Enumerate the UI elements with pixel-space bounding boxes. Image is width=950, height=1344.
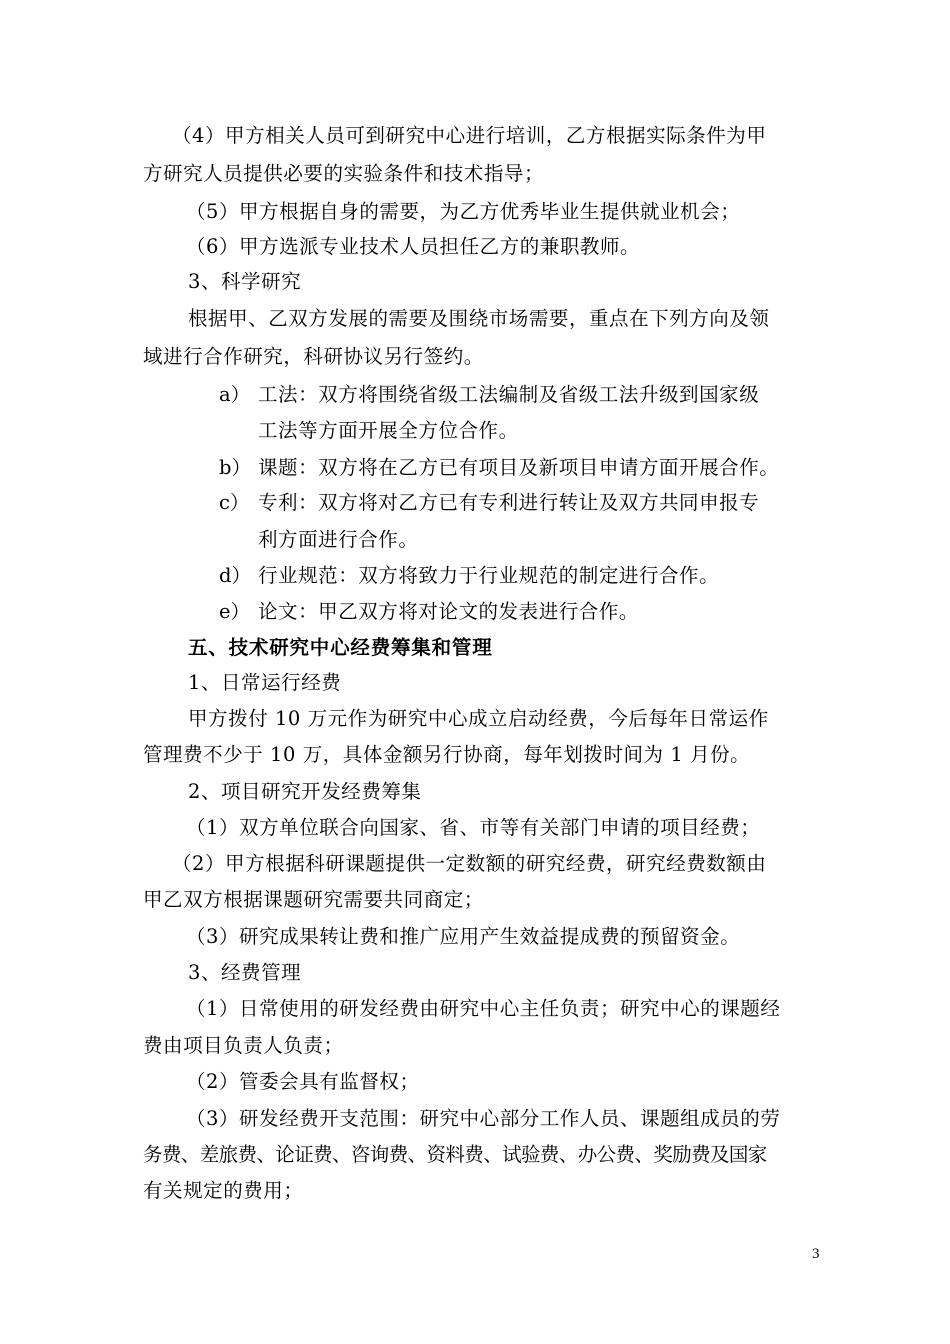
list-item-text: 利方面进行合作。 bbox=[258, 528, 419, 551]
paragraph-line: （6）甲方选派专业技术人员担任乙方的兼职教师。 bbox=[186, 235, 641, 258]
paragraph-line: （5）甲方根据自身的需要，为乙方优秀毕业生提供就业机会； bbox=[186, 200, 741, 223]
list-item-text: 论文：甲乙双方将对论文的发表进行合作。 bbox=[258, 600, 639, 623]
list-item-text: 工法等方面开展全方位合作。 bbox=[258, 419, 519, 442]
paragraph-line: （2）甲方根据科研课题提供一定数额的研究经费，研究经费数额由 bbox=[172, 852, 767, 875]
paragraph-line: 管理费不少于 10 万，具体金额另行协商，每年划拨时间为 1 月份。 bbox=[143, 743, 751, 766]
list-item-label: b） bbox=[219, 456, 251, 479]
paragraph-line: （2）管委会具有监督权； bbox=[186, 1070, 420, 1093]
list-item-text: 工法：双方将围绕省级工法编制及省级工法升级到国家级 bbox=[258, 383, 760, 406]
paragraph-line: 根据甲、乙双方发展的需要及围绕市场需要，重点在下列方向及领 bbox=[188, 307, 770, 330]
subsection-heading: 2、项目研究开发经费筹集 bbox=[188, 780, 422, 803]
list-item-label: c） bbox=[219, 491, 250, 514]
paragraph-line: （3）研究成果转让费和推广应用产生效益提成费的预留资金。 bbox=[186, 925, 741, 948]
list-item-text: 专利：双方将对乙方已有专利进行转让及双方共同申报专 bbox=[258, 491, 760, 514]
paragraph-line: 甲方拨付 10 万元作为研究中心成立启动经费，今后每年日常运作 bbox=[188, 707, 769, 730]
paragraph-line: 有关规定的费用； bbox=[143, 1179, 304, 1202]
list-item-text: 行业规范：双方将致力于行业规范的制定进行合作。 bbox=[258, 564, 720, 587]
paragraph-line: 方研究人员提供必要的实验条件和技术指导； bbox=[143, 162, 545, 185]
list-item-text: 课题：双方将在乙方已有项目及新项目申请方面开展合作。 bbox=[258, 456, 780, 479]
paragraph-line: （3）研发经费开支范围：研究中心部分工作人员、课题组成员的劳 bbox=[186, 1107, 781, 1130]
paragraph-line: 务费、差旅费、论证费、咨询费、资料费、试验费、办公费、奖励费及国家 bbox=[143, 1143, 767, 1166]
paragraph-line: （1）双方单位联合向国家、省、市等有关部门申请的项目经费； bbox=[186, 816, 761, 839]
list-item-label: e） bbox=[219, 600, 251, 623]
page-number: 3 bbox=[812, 1246, 820, 1262]
list-item-label: d） bbox=[219, 564, 251, 587]
subsection-heading: 3、经费管理 bbox=[188, 961, 302, 984]
paragraph-line: 域进行合作研究，科研协议另行签约。 bbox=[143, 345, 484, 368]
paragraph-line: （1）日常使用的研发经费由研究中心主任负责；研究中心的课题经 bbox=[186, 997, 781, 1020]
paragraph-line: 费由项目负责人负责； bbox=[143, 1034, 344, 1057]
subsection-heading: 3、科学研究 bbox=[188, 270, 302, 293]
subsection-heading: 1、日常运行经费 bbox=[188, 671, 342, 694]
section-heading: 五、技术研究中心经费筹集和管理 bbox=[188, 636, 493, 659]
paragraph-line: 甲乙双方根据课题研究需要共同商定； bbox=[143, 888, 484, 911]
paragraph-line: （4）甲方相关人员可到研究中心进行培训，乙方根据实际条件为甲 bbox=[172, 124, 767, 147]
list-item-label: a） bbox=[219, 383, 251, 406]
